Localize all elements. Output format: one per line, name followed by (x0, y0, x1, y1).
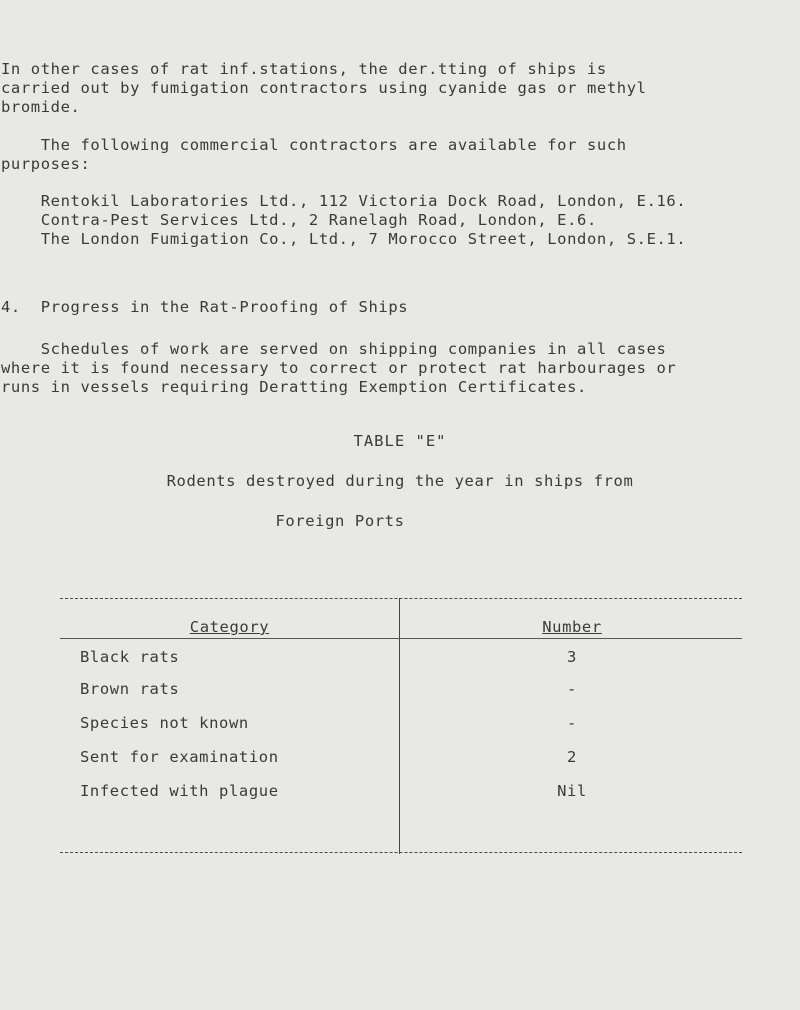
table-caption-line: Foreign Ports (275, 512, 405, 530)
paragraph-line: where it is found necessary to correct or protect rat harbourages or (1, 359, 677, 377)
paragraph-line: In other cases of rat inf.stations, the der.tting of ships is (1, 60, 607, 78)
rodents-table (60, 598, 742, 854)
contractor-item: The London Fumigation Co., Ltd., 7 Morocco Street, London, S.E.1. (1, 230, 687, 248)
column-header-number: Number (542, 618, 602, 636)
table-caption-line: Rodents destroyed during the year in ships from (166, 472, 634, 490)
column-divider (399, 598, 400, 854)
table-label: TABLE "E" (353, 432, 447, 450)
rat-proofing-paragraph (1, 340, 791, 397)
category-cell: Sent for examination (80, 748, 279, 766)
contractor-item: Contra-Pest Services Ltd., 2 Ranelagh Road, London, E.6. (1, 211, 597, 229)
paragraph-line: runs in vessels requiring Deratting Exemption Certificates. (1, 378, 587, 396)
table-top-rule (60, 598, 742, 599)
contractors-list (1, 192, 791, 249)
paragraph-line: carried out by fumigation contractors using cyanide gas or methyl (1, 79, 647, 97)
number-cell: Nil (557, 782, 587, 800)
section-heading: 4. Progress in the Rat-Proofing of Ships (1, 298, 409, 316)
category-cell: Species not known (80, 714, 249, 732)
category-cell: Brown rats (80, 680, 180, 698)
number-cell: 3 (567, 648, 577, 666)
category-cell: Infected with plague (80, 782, 279, 800)
number-cell: 2 (567, 748, 577, 766)
paragraph-line: Schedules of work are served on shipping companies in all cases (1, 340, 667, 358)
contractors-intro-paragraph (1, 136, 791, 174)
number-cell: - (567, 680, 577, 698)
category-cell: Black rats (80, 648, 180, 666)
header-rule (60, 638, 742, 639)
paragraph-line: The following commercial contractors are available for such (1, 136, 627, 154)
column-header-category: Category (189, 618, 270, 636)
number-cell: - (567, 714, 577, 732)
paragraph-line: purposes: (1, 155, 91, 173)
fumigation-paragraph (1, 60, 791, 117)
contractor-item: Rentokil Laboratories Ltd., 112 Victoria Dock Road, London, E.16. (1, 192, 687, 210)
table-bottom-rule (60, 852, 742, 853)
paragraph-line: bromide. (1, 98, 81, 116)
